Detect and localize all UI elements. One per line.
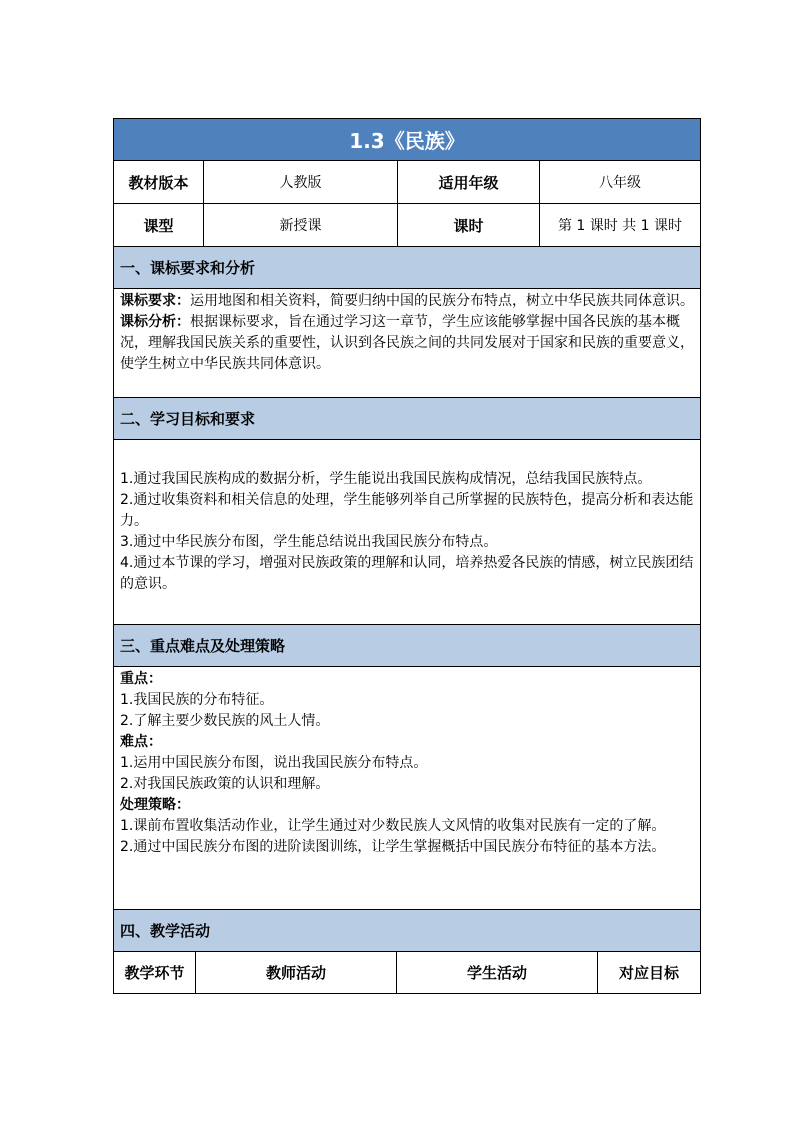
type-value: 新授课 (204, 204, 398, 247)
key-label (120, 669, 694, 690)
grade-value: 八年级 (540, 161, 701, 204)
period-value: 第 1 课时 共 1 课时 (540, 204, 701, 247)
section-heading-activities: 四、教学活动 (114, 910, 701, 952)
standards-requirement (120, 291, 694, 312)
grade-label: 适用年级 (398, 161, 540, 204)
page-title: 1.3《民族》 (114, 119, 701, 161)
col-teacher: 教师活动 (196, 952, 397, 994)
objective-item: 2.通过收集资料和相关信息的处理，学生能够列举自己所掌握的民族特色，提高分析和表达能力。 (120, 492, 694, 529)
objective-item: 4.通过本节课的学习，增强对民族政策的理解和认同，培养热爱各民族的情感，树立民族团结的意识。 (120, 555, 694, 592)
section-heading-objectives: 二、学习目标和要求 (114, 398, 701, 440)
col-student: 学生活动 (397, 952, 598, 994)
edition-value: 人教版 (204, 161, 398, 204)
analysis-text: 根据课标要求，旨在通过学习这一章节，学生应该能够掌握中国各民族的基本概况，理解我国民族关系的重要性，认识到各民族之间的共同发展对于国家和民族的重要意义，使学生树立中华民族共同体意识。 (120, 314, 694, 372)
strategy-item: 2.通过中国民族分布图的进阶读图训练，让学生掌握概括中国民族分布特征的基本方法。 (120, 839, 666, 855)
standards-body (114, 289, 701, 398)
section-heading-key-points: 三、重点难点及处理策略 (114, 625, 701, 667)
difficulty-label-text: 难点： (120, 734, 162, 750)
type-label: 课型 (114, 204, 204, 247)
key-item: 1.我国民族的分布特征。 (120, 692, 274, 708)
lesson-plan-sheet (113, 118, 700, 994)
key-label-text: 重点： (120, 671, 162, 687)
key-item: 2.了解主要少数民族的风土人情。 (120, 713, 330, 729)
strategy-item: 1.课前布置收集活动作业，让学生通过对少数民族人文风情的收集对民族有一定的了解。 (120, 818, 666, 834)
difficulty-item: 1.运用中国民族分布图，说出我国民族分布特点。 (120, 755, 428, 771)
objective-item: 1.通过我国民族构成的数据分析，学生能说出我国民族构成情况，总结我国民族特点。 (120, 471, 652, 487)
strategy-label-text: 处理策略： (120, 797, 190, 813)
edition-label: 教材版本 (114, 161, 204, 204)
lesson-plan-table (113, 118, 701, 952)
period-label: 课时 (398, 204, 540, 247)
objective-item: 3.通过中华民族分布图，学生能总结说出我国民族分布特点。 (120, 534, 498, 550)
col-stage: 教学环节 (114, 952, 196, 994)
difficulty-item: 2.对我国民族政策的认识和理解。 (120, 776, 330, 792)
strategy-label (120, 795, 694, 816)
col-goal: 对应目标 (598, 952, 701, 994)
section-heading-standards: 一、课标要求和分析 (114, 247, 701, 289)
requirement-label: 课标要求： (120, 293, 190, 309)
activities-header-table (113, 951, 701, 994)
standards-analysis (120, 312, 694, 375)
difficulty-label (120, 732, 694, 753)
analysis-label: 课标分析： (120, 314, 190, 330)
key-points-body (114, 667, 701, 910)
requirement-text: 运用地图和相关资料，简要归纳中国的民族分布特点，树立中华民族共同体意识。 (190, 293, 694, 309)
objectives-body (114, 440, 701, 625)
